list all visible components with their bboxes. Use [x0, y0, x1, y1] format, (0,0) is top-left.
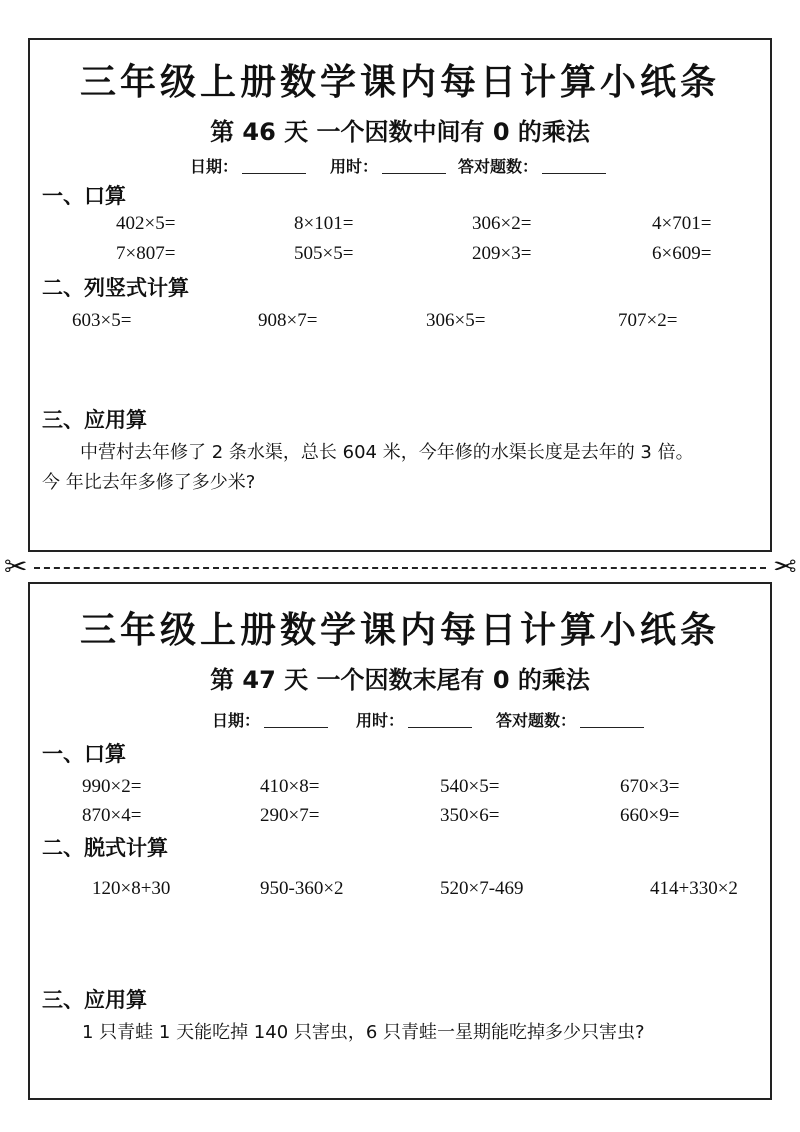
oral-item: 402×5=: [116, 213, 176, 234]
oral-item: 540×5=: [440, 776, 500, 797]
oral-item: 209×3=: [472, 243, 532, 264]
oral-item: 670×3=: [620, 776, 680, 797]
worksheet-day-47: [28, 582, 772, 1100]
sheet-title: 三年级上册数学课内每日计算小纸条: [79, 61, 720, 103]
sheet-subtitle: 第 46 天 一个因数中间有 0 的乘法: [210, 118, 590, 146]
written-item: 520×7-469: [440, 878, 524, 899]
section-written-heading: 二、脱式计算: [42, 836, 168, 860]
written-item: 950-360×2: [260, 878, 344, 899]
cut-line: [34, 567, 766, 569]
time-label: 用时：: [356, 711, 405, 730]
date-label: 日期：: [190, 157, 239, 176]
written-item: 603×5=: [72, 310, 132, 331]
oral-item: 990×2=: [82, 776, 142, 797]
correct-count-blank[interactable]: [580, 727, 644, 728]
date-blank[interactable]: [242, 173, 306, 174]
written-item: 306×5=: [426, 310, 486, 331]
correct-count-field[interactable]: [458, 154, 606, 177]
sheet-title: 三年级上册数学课内每日计算小纸条: [79, 609, 720, 651]
worksheet-day-46: [28, 38, 772, 552]
section-word-problem-heading: 三、应用算: [42, 988, 147, 1012]
written-item: 120×8+30: [92, 878, 171, 899]
oral-item: 6×609=: [652, 243, 712, 264]
oral-item: 660×9=: [620, 805, 680, 826]
scissors-icon: ✂: [772, 550, 796, 583]
date-field[interactable]: [212, 708, 328, 731]
correct-count-blank[interactable]: [542, 173, 606, 174]
oral-item: 8×101=: [294, 213, 354, 234]
oral-item: 4×701=: [652, 213, 712, 234]
word-problem-line: 1 只青蛙 1 天能吃掉 140 只害虫，6 只青蛙一星期能吃掉多少只害虫?: [82, 1022, 645, 1043]
correct-count-label: 答对题数：: [496, 711, 577, 730]
oral-item: 7×807=: [116, 243, 176, 264]
oral-item: 290×7=: [260, 805, 320, 826]
time-label: 用时：: [330, 157, 379, 176]
oral-item: 505×5=: [294, 243, 354, 264]
time-field[interactable]: [330, 154, 446, 177]
oral-item: 410×8=: [260, 776, 320, 797]
scissors-icon: ✂: [4, 550, 28, 583]
date-field[interactable]: [190, 154, 306, 177]
written-item: 707×2=: [618, 310, 678, 331]
word-problem-line: 今 年比去年多修了多少米?: [42, 472, 256, 493]
oral-item: 306×2=: [472, 213, 532, 234]
time-field[interactable]: [356, 708, 472, 731]
written-item: 908×7=: [258, 310, 318, 331]
written-item: 414+330×2: [650, 878, 738, 899]
time-blank[interactable]: [408, 727, 472, 728]
date-label: 日期：: [212, 711, 261, 730]
correct-count-label: 答对题数：: [458, 157, 539, 176]
date-blank[interactable]: [264, 727, 328, 728]
section-oral-heading: 一、口算: [42, 184, 126, 208]
section-oral-heading: 一、口算: [42, 742, 126, 766]
section-written-heading: 二、列竖式计算: [42, 276, 189, 300]
time-blank[interactable]: [382, 173, 446, 174]
section-word-problem-heading: 三、应用算: [42, 408, 147, 432]
word-problem-line: 中营村去年修了 2 条水渠，总长 604 米，今年修的水渠长度是去年的 3 倍。: [80, 442, 694, 463]
sheet-subtitle: 第 47 天 一个因数末尾有 0 的乘法: [210, 666, 590, 694]
oral-item: 350×6=: [440, 805, 500, 826]
oral-item: 870×4=: [82, 805, 142, 826]
correct-count-field[interactable]: [496, 708, 644, 731]
